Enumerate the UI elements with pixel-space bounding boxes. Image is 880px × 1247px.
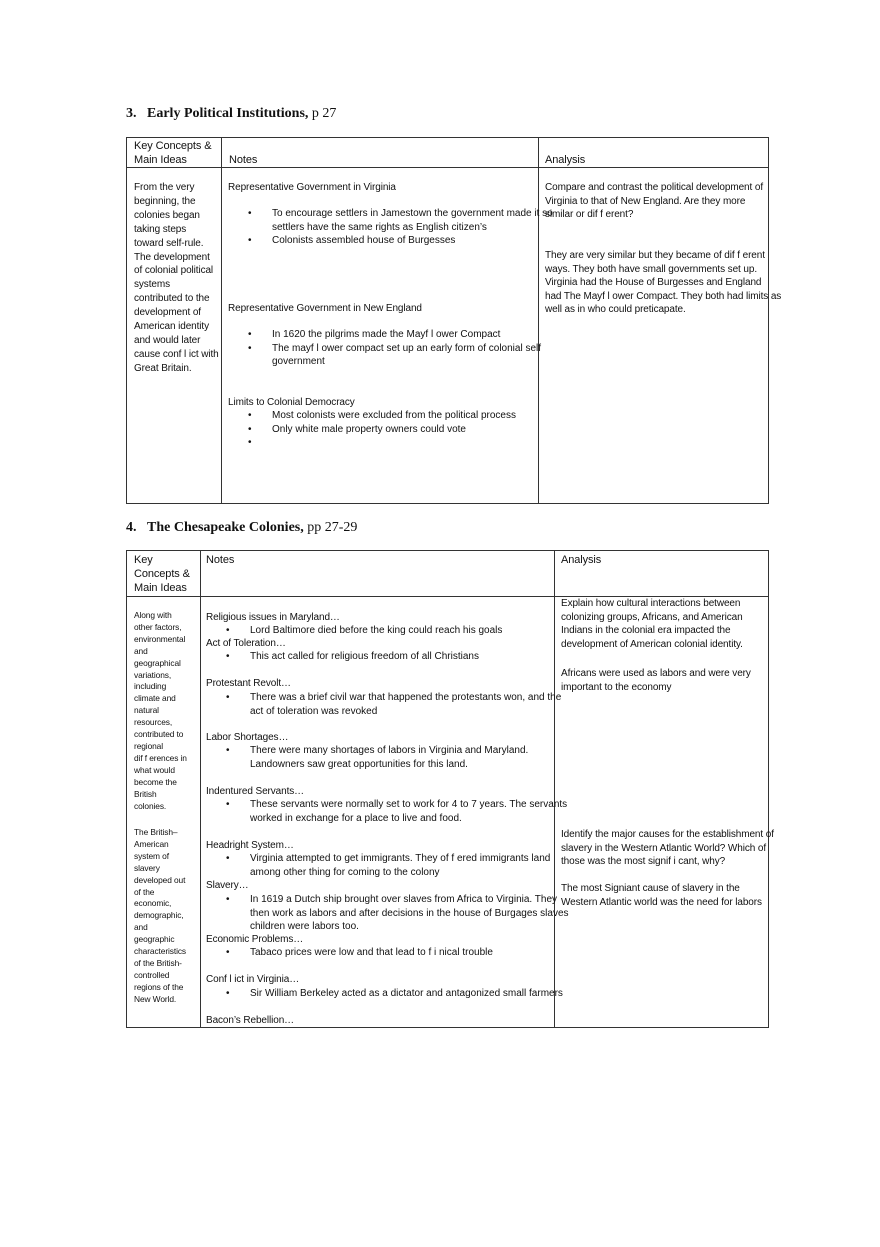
list-item: • In 1619 a Dutch ship brought over slaves from Africa to Virginia. They then work as labors and after decisions in the house of Burgages slaves children were labors too.	[250, 893, 569, 934]
section-3-table	[126, 137, 782, 504]
notes-heading-headright: Headright System…	[206, 840, 294, 851]
list-item: • This act called for religious freedom of all Christians	[250, 650, 479, 664]
list-item: • Lord Baltimore died before the king could reach his goals	[250, 624, 502, 638]
list-item: • There were many shortages of labors in Virginia and Maryland. Landowners saw great opportunities for this land.	[250, 744, 528, 771]
header-notes: Notes	[206, 554, 235, 566]
notes-heading-slavery: Slavery…	[206, 880, 249, 891]
analysis-question-1: Explain how cultural interactions between colonizing groups, Africans, and American Indians in the colonial era impacted the development of American colonial identity.	[561, 598, 743, 650]
section-3-number: 3.	[126, 106, 137, 121]
analysis-answer-1: Africans were used as labors and were very important to the economy	[561, 668, 751, 693]
notes-list-economic	[250, 946, 493, 960]
analysis-question-2: Identify the major causes for the establishment of slavery in the Western Atlantic World? Which of those was the most signif i cant, why?	[561, 829, 774, 867]
notes-heading-limits: Limits to Colonial Democracy	[228, 397, 355, 408]
list-item: • There was a brief civil war that happened the protestants won, and the act of toleration was revoked	[250, 691, 561, 718]
section-4-heading: The Chesapeake Colonies,	[147, 520, 304, 535]
notes-heading-new-england: Representative Government in New England	[228, 303, 422, 314]
list-item: • Only white male property owners could vote	[272, 423, 516, 437]
section-4-title	[126, 520, 357, 536]
notes-list-headright	[250, 852, 550, 879]
notes-list-slavery	[250, 893, 569, 934]
section-4-number: 4.	[126, 520, 137, 535]
header-notes: Notes	[229, 154, 258, 166]
analysis-question: Compare and contrast the political development of Virginia to that of New England. Are they more similar or dif f erent?	[545, 182, 764, 220]
key-concepts-block-1: Along with other factors, environmental and geographical variations, including climate and natural resources, contributed to regional dif f erences in what would become the British colonies.	[134, 610, 187, 811]
list-item: • To encourage settlers in Jamestown the government made it so settlers have the same rights as English citizen’s	[272, 207, 553, 234]
notes-heading-indentured: Indentured Servants…	[206, 786, 305, 797]
column-divider	[554, 551, 555, 1027]
notes-heading-revolt: Protestant Revolt…	[206, 678, 291, 689]
notes-heading-bacon: Bacon’s Rebellion…	[206, 1015, 295, 1026]
notes-list-limits	[272, 409, 516, 450]
header-analysis: Analysis	[545, 154, 586, 166]
notes-list-labor	[250, 744, 528, 771]
notes-heading-economic: Economic Problems…	[206, 934, 304, 945]
column-divider	[538, 138, 539, 503]
notes-list-religious	[250, 624, 502, 638]
analysis-answer-2: The most Signiant cause of slavery in the Western Atlantic world was the need for labors	[561, 883, 762, 908]
analysis-answer: They are very similar but they became of dif f erent ways. They both have small governments set up. Virginia had the House of Burgesses and England had The Mayf l ower Compact. They both had limits as well as in who could preticapate.	[545, 250, 782, 315]
list-item: • In 1620 the pilgrims made the Mayf l ower Compact	[272, 328, 541, 342]
list-item: • Colonists assembled house of Burgesses	[272, 234, 553, 248]
section-3-pages: p 27	[311, 106, 337, 121]
header-key-concepts: Key Concepts & Main Ideas	[134, 140, 212, 166]
key-concepts-text: From the very beginning, the colonies began taking steps toward self-rule. The development of colonial political systems contributed to the development of American identity and would later cause conf l ict with Great Britain.	[134, 182, 219, 374]
list-item: • The mayf l ower compact set up an early form of colonial self government	[272, 342, 541, 369]
list-item: • Most colonists were excluded from the political process	[272, 409, 516, 423]
list-item	[272, 436, 516, 450]
notes-list-virginia	[272, 207, 553, 248]
notes-list-new-england	[272, 328, 541, 369]
header-analysis: Analysis	[561, 554, 602, 566]
notes-list-toleration	[250, 650, 479, 664]
header-divider	[127, 167, 768, 168]
section-4-pages: pp 27-29	[307, 520, 358, 535]
notes-list-indentured	[250, 798, 567, 825]
header-key-concepts: Key Concepts & Main Ideas	[134, 554, 190, 594]
list-item: • Virginia attempted to get immigrants. They of f ered immigrants land among other thing for coming to the colony	[250, 852, 550, 879]
column-divider	[200, 551, 201, 1027]
notes-heading-conflict: Conf l ict in Virginia…	[206, 974, 300, 985]
list-item: • These servants were normally set to work for 4 to 7 years. The servants worked in exchange for a place to live and food.	[250, 798, 567, 825]
notes-list-revolt	[250, 691, 561, 718]
notes-list-conflict	[250, 987, 563, 1001]
list-item: • Tabaco prices were low and that lead to f i nical trouble	[250, 946, 493, 960]
notes-heading-labor: Labor Shortages…	[206, 732, 289, 743]
notes-heading-virginia: Representative Government in Virginia	[228, 182, 396, 193]
notes-heading-religious: Religious issues in Maryland…	[206, 612, 340, 623]
section-3-heading: Early Political Institutions,	[147, 106, 309, 121]
section-3-title	[126, 106, 336, 122]
notes-heading-toleration: Act of Toleration…	[206, 638, 286, 649]
column-divider	[221, 138, 222, 503]
list-item: • Sir William Berkeley acted as a dictator and antagonized small farmers	[250, 987, 563, 1001]
key-concepts-block-2: The British– American system of slavery developed out of the economic, demographic, and geographic characteristics of the British- controlled regions of the New World.	[134, 827, 187, 1004]
section-4-table	[126, 550, 774, 1028]
